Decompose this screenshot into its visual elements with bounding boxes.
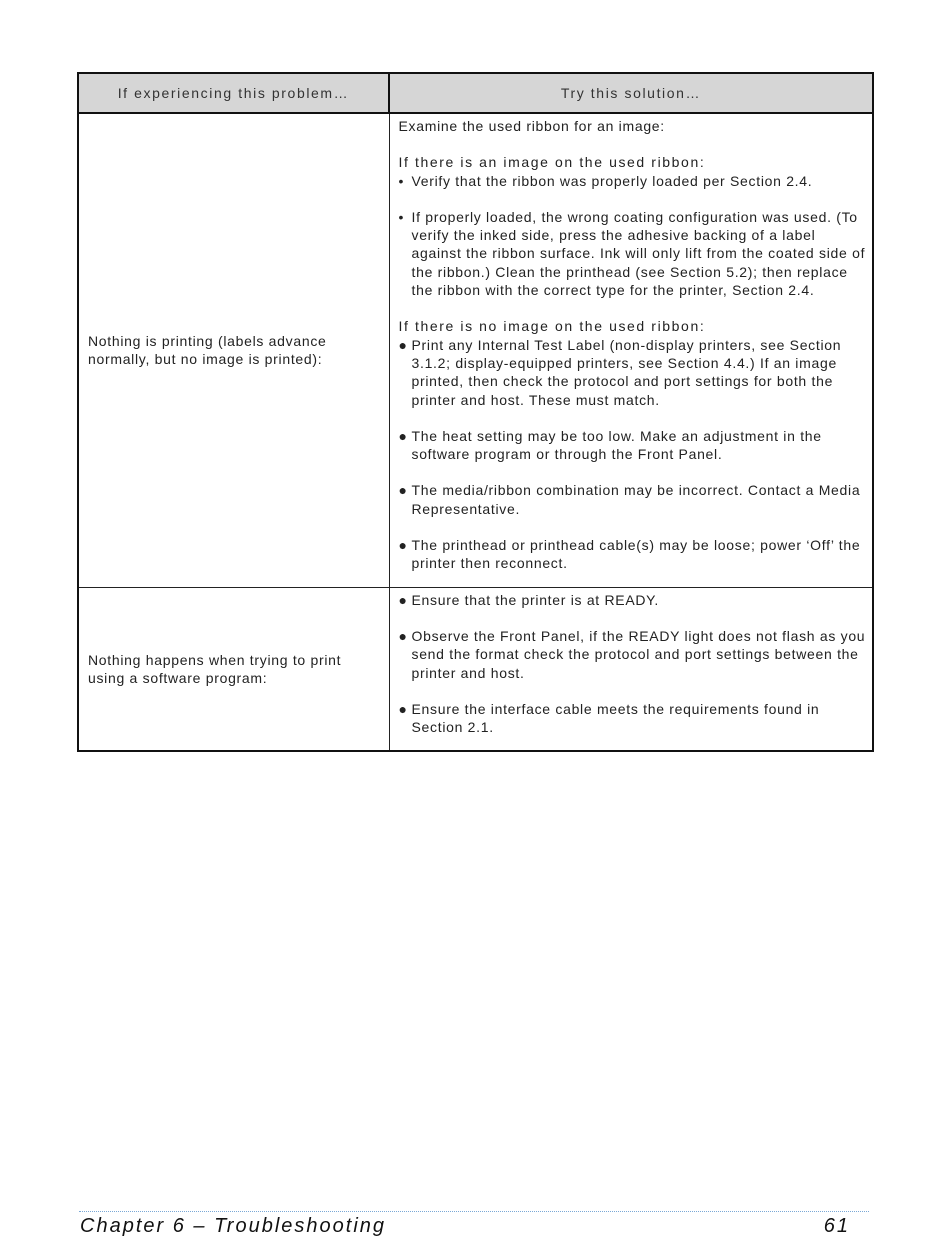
bullet-icon: ●: [398, 627, 408, 644]
bullet-icon: ●: [398, 537, 408, 554]
table-row: [78, 113, 873, 587]
bullet-icon: ●: [398, 427, 408, 444]
bullet-text: Print any Internal Test Label (non-display printers, see Section 3.1.2; display-equipped printers, see Section 4.4.) If an image printed, then check the protocol and port settings for both the printer and host. These must match.: [411, 336, 842, 408]
bullet-icon: •: [398, 208, 405, 225]
solution-bullet: [399, 336, 867, 409]
solution-subheading: If there is an image on the used ribbon:: [398, 154, 706, 171]
table-row: [78, 587, 873, 751]
solution-subheading: If there is no image on the used ribbon:: [398, 318, 706, 335]
footer-page-number: 61: [823, 1215, 850, 1237]
header-solution: Try this solution…: [389, 73, 873, 113]
troubleshooting-table: [77, 72, 874, 752]
bullet-icon: •: [398, 172, 405, 189]
bullet-icon: ●: [398, 700, 408, 717]
bullet-text: Ensure the interface cable meets the requirements found in Section 2.1.: [411, 700, 820, 736]
bullet-text: The printhead or printhead cable(s) may be loose; power ‘Off’ the printer then reconnect.: [411, 537, 861, 572]
footer-chapter-title: Chapter 6 – Troubleshooting: [80, 1215, 387, 1237]
solution-bullet: [399, 208, 867, 299]
bullet-text: The media/ribbon combination may be incorrect. Contact a Media Representative.: [411, 482, 861, 517]
solution-cell: [389, 113, 873, 587]
header-problem: If experiencing this problem…: [78, 73, 389, 113]
solution-bullet: [399, 536, 867, 573]
bullet-icon: ●: [398, 482, 408, 499]
bullet-text: Verify that the ribbon was properly loaded per Section 2.4.: [411, 172, 813, 189]
solution-group-no-image: [399, 317, 867, 572]
bullet-text: The heat setting may be too low. Make an adjustment in the software program or through the Front Panel.: [411, 427, 822, 463]
solution-bullet: [399, 627, 867, 682]
problem-cell: Nothing happens when trying to print using a software program:: [78, 587, 389, 751]
bullet-text: Observe the Front Panel, if the READY light does not flash as you send the format check the protocol and port settings between the printer and host.: [411, 627, 866, 681]
solution-cell: [389, 587, 873, 751]
bullet-text: If properly loaded, the wrong coating configuration was used. (To verify the inked side, press the adhesive backing of a label against the ribbon surface. Ink will only lift from the coated side of the ribbon.) Clean the printhead (see Section 5.2); then replace the ribbon with the correct type for the printer, Section 2.4.: [411, 208, 866, 299]
problem-cell: Nothing is printing (labels advance normally, but no image is printed):: [78, 113, 389, 587]
bullet-icon: ●: [398, 336, 408, 353]
solution-group-image: [399, 153, 867, 299]
solution-bullet: [399, 427, 867, 464]
solution-intro: Examine the used ribbon for an image:: [398, 118, 665, 134]
solution-bullet: [399, 481, 867, 518]
solution-bullet: [399, 172, 867, 190]
solution-bullet: [399, 700, 867, 737]
solution-bullet: [399, 591, 867, 609]
bullet-text: Ensure that the printer is at READY.: [411, 591, 659, 608]
table-header-row: [78, 73, 873, 113]
footer-divider: [79, 1211, 869, 1212]
bullet-icon: ●: [398, 591, 408, 608]
